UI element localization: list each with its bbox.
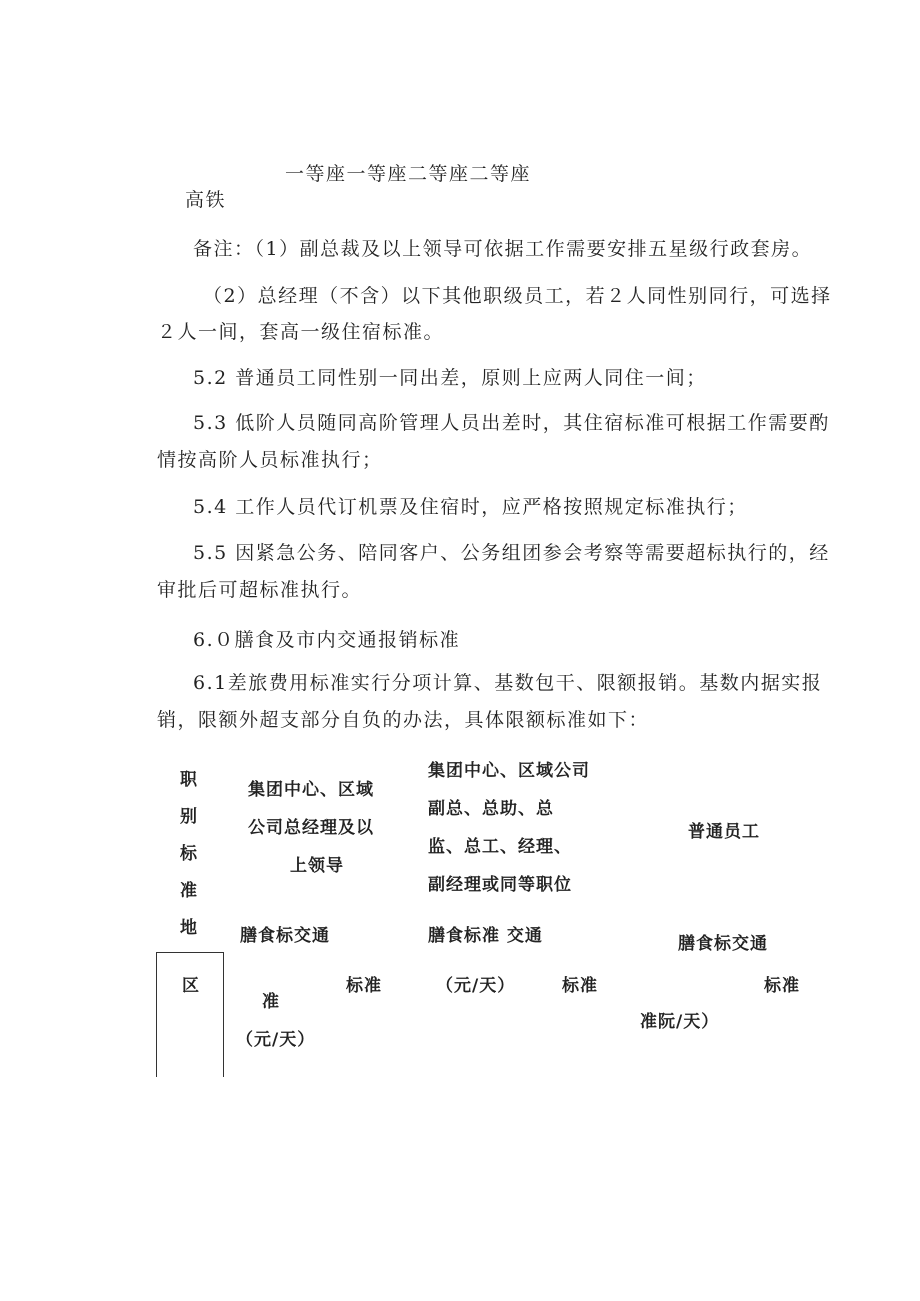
clause-5-3-line-2: 情按高阶人员标准执行； bbox=[157, 449, 383, 471]
vertical-char: 标 bbox=[180, 844, 198, 864]
table-border-inner bbox=[223, 952, 224, 1077]
col2-header-line-2: 副总、总助、总 bbox=[428, 799, 554, 819]
vertical-char: 职 bbox=[180, 770, 198, 790]
section-6-0: 6.０膳食及市内交通报销标准 bbox=[193, 629, 461, 651]
table-border-left bbox=[156, 952, 157, 1077]
clause-5-4: 5.4 工作人员代订机票及住宿时，应严格按照规定标准执行； bbox=[193, 496, 748, 518]
col3-header: 普通员工 bbox=[688, 822, 760, 842]
col2-header-line-4: 副经理或同等职位 bbox=[428, 875, 572, 895]
clause-5-5-line-2: 审批后可超标准执行。 bbox=[157, 579, 363, 601]
vertical-char: 别 bbox=[180, 807, 198, 827]
vertical-char: 准 bbox=[180, 881, 198, 901]
col1-sub-d: 标准 bbox=[346, 976, 382, 996]
table-border-top bbox=[156, 952, 224, 953]
col2-sub-a: 膳食标准 交通 bbox=[428, 926, 543, 946]
col3-sub-c: 准阮/天） bbox=[640, 1012, 720, 1032]
col1-sub-a: 膳食标交通 bbox=[240, 926, 330, 946]
col3-sub-b: 标准 bbox=[764, 976, 800, 996]
note-1: 备注：（1）副总裁及以上领导可依据工作需要安排五星级行政套房。 bbox=[193, 238, 813, 260]
col2-sub-b: （元/天） bbox=[436, 976, 516, 996]
col1-header-line-3: 上领导 bbox=[290, 856, 344, 876]
clause-6-1-line-1: 6.1差旅费用标准实行分项计算、基数包干、限额报销。基数内据实报 bbox=[193, 672, 823, 694]
col2-sub-c: 标准 bbox=[562, 976, 598, 996]
note-2-line-1: （2）总经理（不含）以下其他职级员工，若２人同性别同行，可选择 bbox=[203, 285, 832, 307]
col1-sub-b: 准 bbox=[262, 992, 280, 1012]
col1-header-line-1: 集团中心、区域 bbox=[248, 780, 374, 800]
note-2-line-2: ２人一间，套高一级住宿标准。 bbox=[157, 321, 445, 343]
clause-5-3-line-1: 5.3 低阶人员随同高阶管理人员出差时，其住宿标准可根据工作需要酌 bbox=[193, 412, 830, 434]
col2-header-line-3: 监、总工、经理、 bbox=[428, 837, 572, 857]
clause-6-1-line-2: 销，限额外超支部分自负的办法，具体限额标准如下： bbox=[157, 709, 650, 731]
seat-row: 一等座一等座二等座二等座 bbox=[285, 163, 532, 185]
col1-header-line-2: 公司总经理及以 bbox=[248, 818, 374, 838]
col3-sub-a: 膳食标交通 bbox=[678, 934, 768, 954]
clause-5-5-line-1: 5.5 因紧急公务、陪同客户、公务组团参会考察等需要超标执行的，经 bbox=[193, 542, 830, 564]
col1-sub-c: （元/天） bbox=[236, 1030, 316, 1050]
vertical-char: 地 bbox=[180, 918, 198, 938]
region-label: 区 bbox=[182, 976, 200, 996]
col2-header-line-1: 集团中心、区域公司 bbox=[428, 761, 590, 781]
gaotie-label: 高铁 bbox=[185, 189, 227, 211]
clause-5-2: 5.2 普通员工同性别一同出差，原则上应两人同住一间； bbox=[193, 367, 707, 389]
